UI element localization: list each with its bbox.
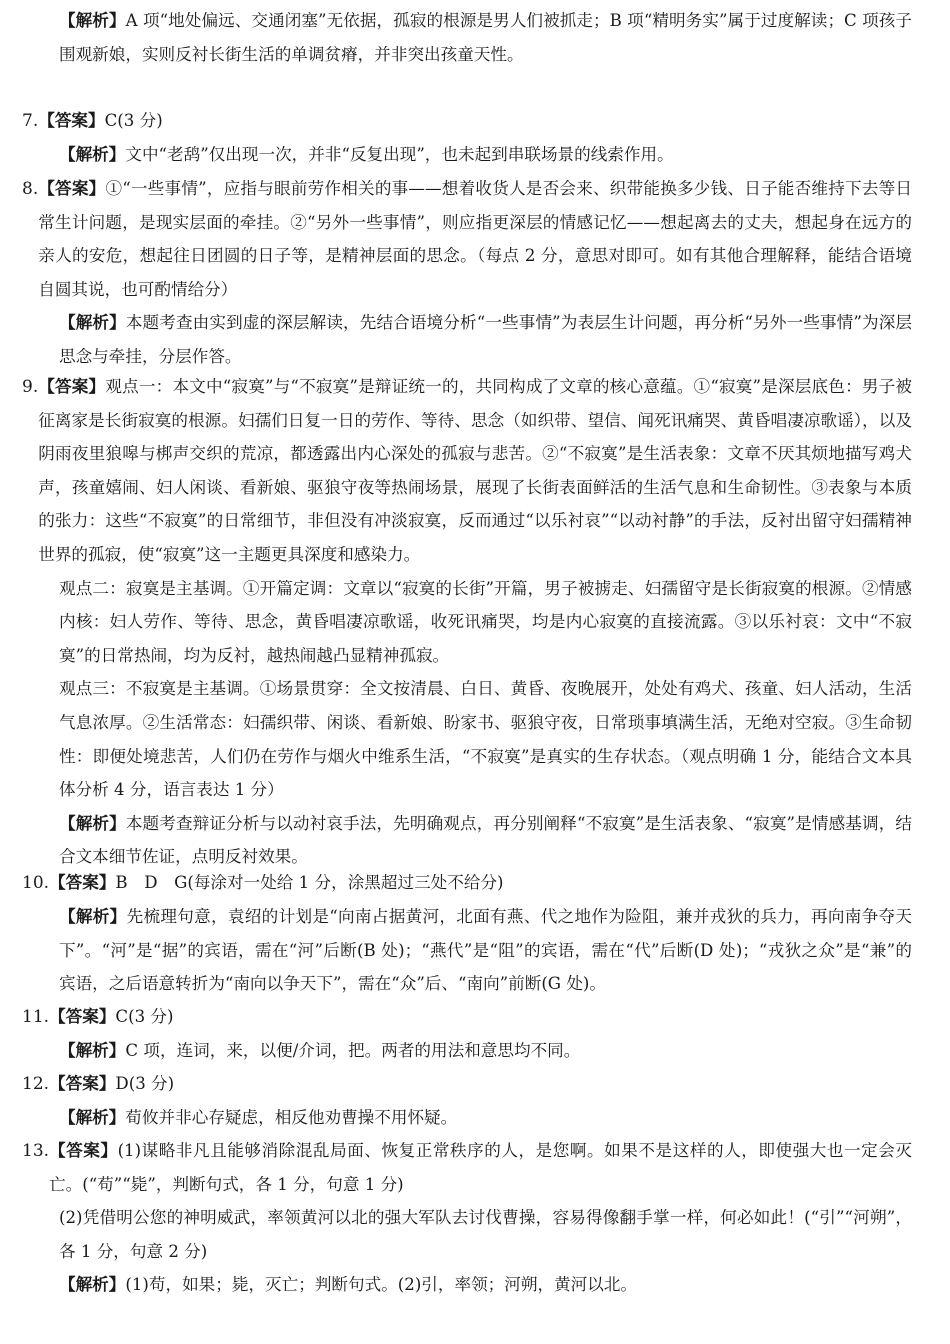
answer-label: 【答案】 (38, 178, 106, 198)
q9-analysis-text: 本题考查辩证分析与以动衬哀手法，先明确观点，再分别阐释“不寂寞”是生活表象、“寂寞”是情感基调，结合文本细节佐证，点明反衬效果。 (59, 813, 913, 867)
q7-block (22, 104, 912, 172)
q10-analysis (22, 900, 912, 1001)
q7-analysis-text: 文中“老鸹”仅出现一次，并非“反复出现”，也未起到串联场景的线索作用。 (125, 145, 674, 164)
analysis-label: 【解析】 (59, 1040, 126, 1060)
q12-block (22, 1067, 912, 1135)
answer-label: 【答案】 (49, 1140, 118, 1160)
question-number: 7. (22, 111, 39, 131)
answer-label: 【答案】 (38, 376, 106, 396)
q12-analysis (22, 1101, 912, 1135)
question-number: 13. (22, 1141, 50, 1161)
q11-analysis-text: C 项，连词，来，以便/介词，把。两者的用法和意思均不同。 (125, 1041, 581, 1060)
q13-analysis (22, 1268, 912, 1302)
q7-analysis (22, 138, 912, 172)
question-number: 8. (22, 179, 39, 199)
q6-block (22, 4, 912, 71)
q7-answer-text: C(3 分) (104, 111, 163, 130)
answer-label: 【答案】 (38, 110, 105, 130)
q13-block (22, 1134, 912, 1302)
q8-answer (38, 172, 912, 306)
analysis-label: 【解析】 (59, 1107, 126, 1127)
question-number: 11. (22, 1007, 50, 1027)
q8-answer-text: ①“一些事情”，应指与眼前劳作相关的事——想着收货人是否会来、织带能换多少钱、日子能否维持下去等日常生计问题，是现实层面的牵挂。②“另外一些事情”，则应指更深层的情感记忆——想起离去的丈夫，想起身在远方的亲人的安危，想起往日团圆的日子等，是精神层面的思念。（每点 2 分，意思对即可。如有其他合理解释，能结合语境自圆其说，也可酌情给分） (38, 179, 912, 299)
q9-view3: 观点三：不寂寞是主基调。①场景贯穿：全文按清晨、白日、黄昏、夜晚展开，处处有鸡犬、孩童、妇人活动，生活气息浓厚。②生活常态：妇孺织带、闲谈、看新娘、盼家书、驱狼守夜，日常琐事填满生活，无绝对空寂。③生命韧性：即便处境悲苦，人们仍在劳作与烟火中维系生活，“不寂寞”是真实的生存状态。（观点明确 1 分，能结合文本具体分析 4 分，语言表达 1 分） (59, 679, 912, 800)
q10-block (22, 866, 912, 1001)
analysis-label: 【解析】 (59, 312, 126, 333)
q11-analysis (22, 1034, 912, 1068)
q8-analysis (22, 306, 912, 373)
q8-block (22, 172, 912, 374)
analysis-label: 【解析】 (59, 812, 126, 833)
q6-analysis (22, 4, 912, 71)
q11-block (22, 1000, 912, 1068)
q11-answer (49, 1000, 912, 1034)
q10-analysis-text: 先梳理句意，袁绍的计划是“向南占据黄河，北面有燕、代之地作为险阻，兼并戎狄的兵力，再向南争夺天下”。“河”是“据”的宾语，需在“河”后断(B 处)；“燕代”是“阻”的宾语，需在“代”后断(D 处)；“戎狄之众”是“兼”的宾语，之后语意转折为“南向以争天下”，需在“众”后、“南向”前断(G 处)。 (59, 907, 912, 994)
q10-answer (49, 866, 912, 900)
q9-view2: 观点二：寂寞是主基调。①开篇定调：文章以“寂寞的长街”开篇，男子被掳走、妇孺留守是长街寂寞的根源。②情感内核：妇人劳作、等待、思念，黄昏唱凄凉歌谣，收死讯痛哭，均是内心寂寞的直接流露。③以乐衬哀：文中“不寂寞”的日常热闹，均为反衬，越热闹越凸显精神孤寂。 (59, 578, 912, 665)
q11-answer-text: C(3 分) (115, 1007, 174, 1026)
q9-answer-text: 观点一：本文中“寂寞”与“不寂寞”是辩证统一的，共同构成了文章的核心意蕴。①“寂寞”是深层底色：男子被征离家是长街寂寞的根源。妇孺们日复一日的劳作、等待、思念（如织带、望信、闻死讯痛哭、黄昏唱凄凉歌谣），以及阴雨夜里狼嗥与梆声交织的荒凉，都透露出内心深处的孤寂与悲苦。②“不寂寞”是生活表象：文章不厌其烦地描写鸡犬声，孩童嬉闹、妇人闲谈、看新娘、驱狼守夜等热闹场景，展现了长街表面鲜活的生活气息和生命韧性。③表象与本质的张力：这些“不寂寞”的日常细节，非但没有冲淡寂寞，反而通过“以乐衬哀”“以动衬静”的手法，反衬出留守妇孺精神世界的孤寂，使“寂寞”这一主题更具深度和感染力。 (38, 377, 913, 564)
answer-label: 【答案】 (49, 1006, 116, 1026)
q13-answer-2: (2)凭借明公您的神明威武，率领黄河以北的强大军队去讨伐曹操，容易得像翻手掌一样，何必如此！(“引”“河朔”，各 1 分，句意 2 分) (59, 1208, 912, 1261)
q13-answer (49, 1134, 912, 1201)
analysis-label: 【解析】 (59, 10, 126, 30)
q10-answer-text: B D G(每涂对一处给 1 分，涂黑超过三处不给分) (115, 873, 504, 892)
q13-answer-text: (1)谋略非凡且能够消除混乱局面、恢复正常秩序的人，是您啊。如果不是这样的人，即使强大也一定会灭亡。(“苟”“毙”，判断句式，各 1 分，句意 1 分) (49, 1141, 912, 1194)
q6-analysis-text: A 项“地处偏远、交通闭塞”无依据，孤寂的根源是男人们被抓走；B 项“精明务实”属于过度解读；C 项孩子围观新娘，实则反衬长街生活的单调贫瘠，并非突出孩童天性。 (59, 11, 912, 64)
question-number: 9. (22, 377, 39, 397)
analysis-label: 【解析】 (59, 1274, 126, 1295)
question-number: 12. (22, 1074, 50, 1094)
q12-analysis-text: 荀攸并非心存疑虑，相反他劝曹操不用怀疑。 (125, 1108, 458, 1127)
answer-label: 【答案】 (49, 872, 116, 892)
analysis-label: 【解析】 (59, 144, 126, 164)
q12-answer (49, 1067, 912, 1101)
q8-analysis-text: 本题考查由实到虚的深层解读，先结合语境分析“一些事情”为表层生计问题，再分析“另外一些事情”为深层思念与牵挂，分层作答。 (59, 313, 913, 366)
question-number: 10. (22, 873, 50, 893)
analysis-label: 【解析】 (59, 906, 127, 926)
q7-answer (38, 104, 912, 138)
q9-analysis (22, 807, 912, 874)
q13-analysis-text: (1)苟，如果；毙，灭亡；判断句式。(2)引，率领；河朔，黄河以北。 (125, 1275, 638, 1295)
q12-answer-text: D(3 分) (115, 1074, 175, 1093)
q9-block (22, 370, 912, 874)
answer-label: 【答案】 (49, 1073, 116, 1093)
q9-answer (38, 370, 912, 572)
